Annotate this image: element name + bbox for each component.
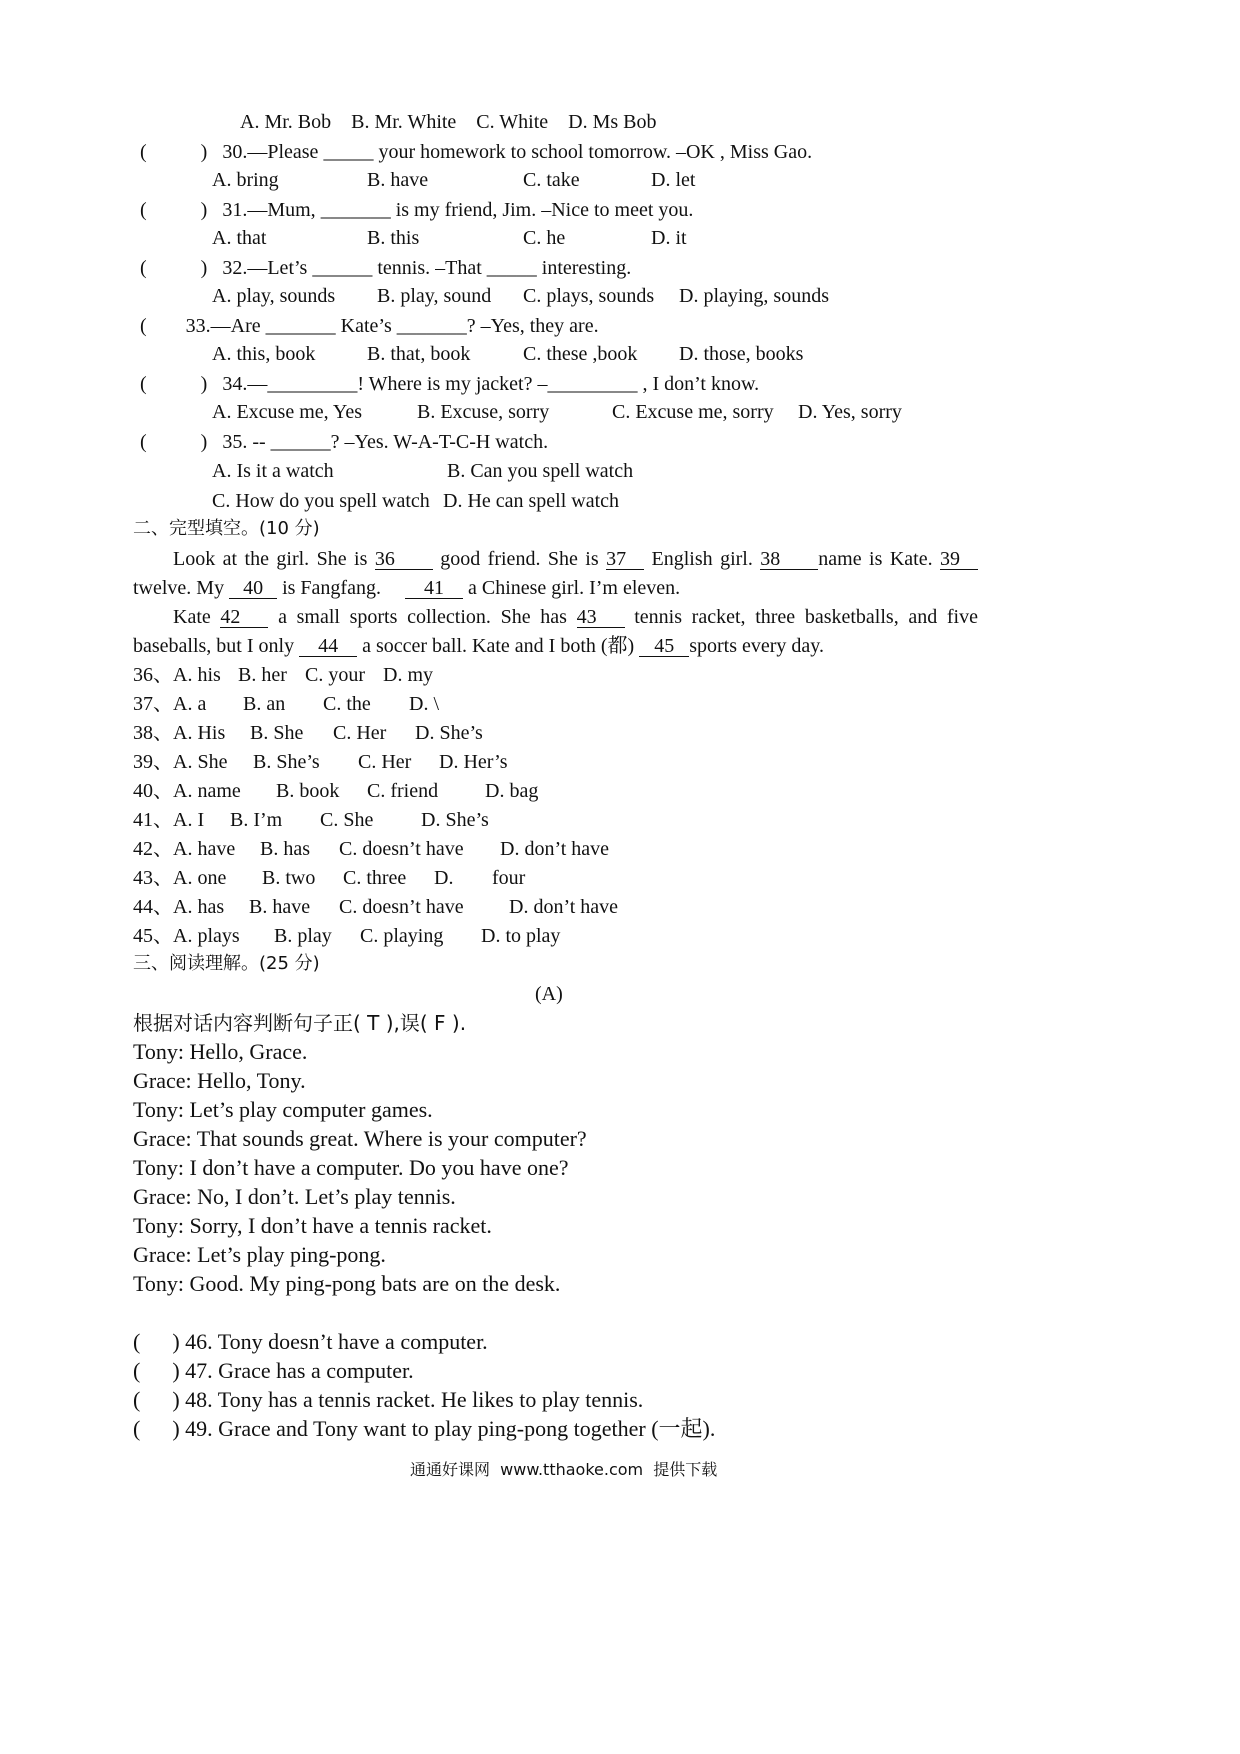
answer-paren-open: ( bbox=[140, 199, 147, 221]
speaker: Tony: bbox=[133, 1271, 185, 1296]
option-a: A. His bbox=[173, 722, 226, 744]
cloze-blank-38: 38 bbox=[760, 549, 818, 570]
utterance: No, I don’t. Let’s play tennis. bbox=[191, 1184, 456, 1209]
option-a: A. Is it a watch bbox=[212, 460, 334, 482]
option-b: B. book bbox=[276, 780, 340, 802]
option-a: A. plays bbox=[173, 925, 240, 947]
answer-paren-open: ( bbox=[140, 315, 147, 337]
utterance: Let’s play ping-pong. bbox=[191, 1242, 386, 1267]
option-c: C. doesn’t have bbox=[339, 896, 464, 918]
cloze-text: a small sports collection. She has bbox=[268, 606, 577, 628]
option-b: B. She bbox=[250, 722, 304, 744]
question-30 bbox=[140, 140, 812, 164]
cloze-text: good friend. She is bbox=[432, 548, 607, 570]
option-c: C. How do you spell watch bbox=[212, 490, 430, 512]
answer-paren-close: ) bbox=[200, 431, 208, 453]
cloze-blank-43: 43 bbox=[577, 607, 625, 628]
question-stem: interesting. bbox=[536, 257, 632, 279]
answer-paren-open: ( bbox=[140, 373, 147, 395]
dialogue-line bbox=[133, 1184, 456, 1210]
cloze-blank-37: 37 bbox=[606, 549, 644, 570]
answer-paren-close: ) bbox=[200, 257, 208, 279]
question-stem: ! Where is my jacket? – bbox=[357, 373, 548, 395]
blank: _______ bbox=[265, 315, 336, 337]
cloze-text: Kate bbox=[173, 606, 221, 628]
true-false-item-48 bbox=[133, 1387, 643, 1413]
answer-paren-open: ( bbox=[133, 1416, 141, 1441]
question-stem: ? –Yes, they are. bbox=[466, 315, 599, 337]
option-b: B. have bbox=[249, 896, 311, 918]
cloze-text: tennis racket, three basketballs, and five bbox=[624, 606, 978, 628]
answer-paren-open: ( bbox=[133, 1358, 141, 1383]
option-a: A. have bbox=[173, 838, 236, 860]
speaker: Tony: bbox=[133, 1097, 185, 1122]
speaker: Grace: bbox=[133, 1242, 192, 1267]
option-b: B. She’s bbox=[253, 751, 320, 773]
cloze-text: sports every day. bbox=[689, 635, 824, 657]
statement-text: ) 49. Grace and Tony want to play ping-pong together (一起). bbox=[172, 1416, 716, 1441]
option-b: B. Can you spell watch bbox=[447, 460, 634, 482]
utterance: Good. My ping-pong bats are on the desk. bbox=[184, 1271, 561, 1296]
question-stem: — bbox=[247, 373, 268, 395]
option-a: A. a bbox=[173, 693, 207, 715]
option-d: D. those, books bbox=[679, 343, 804, 365]
option-c: C. Her bbox=[358, 751, 412, 773]
option-c: C. three bbox=[343, 867, 407, 889]
item-number: 43、 bbox=[133, 867, 173, 889]
option-b: B. her bbox=[238, 664, 287, 686]
cloze-blank-44: 44 bbox=[299, 636, 357, 657]
section-heading-reading: 三、阅读理解。(25 分) bbox=[133, 953, 320, 974]
cloze-paragraph-1-line-2 bbox=[133, 576, 680, 600]
option-d: D. it bbox=[651, 227, 687, 249]
answer-paren-open: ( bbox=[140, 257, 147, 279]
blank: _______ bbox=[396, 315, 467, 337]
dialogue-line bbox=[133, 1213, 492, 1239]
cloze-text: English girl. bbox=[644, 548, 761, 570]
option-d: D. bag bbox=[485, 780, 539, 802]
item-number: 45、 bbox=[133, 925, 173, 947]
option-d: D. Yes, sorry bbox=[798, 401, 902, 423]
option-c: C. friend bbox=[367, 780, 439, 802]
blank: ______ bbox=[312, 257, 373, 279]
option-a: A. one bbox=[173, 867, 227, 889]
option-d: D. She’s bbox=[421, 809, 489, 831]
cloze-text: a Chinese girl. I’m eleven. bbox=[462, 577, 681, 599]
option-d: D. She’s bbox=[415, 722, 483, 744]
option-c: C. playing bbox=[360, 925, 444, 947]
blank: _____ bbox=[323, 141, 374, 163]
option-a: A. She bbox=[173, 751, 228, 773]
cloze-blank-36: 36 bbox=[375, 549, 433, 570]
question-31 bbox=[140, 198, 693, 222]
cloze-item-36 bbox=[133, 663, 433, 687]
question-number: 31. bbox=[222, 199, 248, 221]
page-footer: 通通好课网 www.tthaoke.com 提供下载 bbox=[410, 1460, 718, 1479]
reading-instruction: 根据对话内容判断句子正( T ),误( F ). bbox=[133, 1011, 467, 1035]
cloze-text: baseballs, but I only bbox=[133, 635, 300, 657]
option-d: D. bbox=[434, 867, 454, 889]
q29-options: A. Mr. Bob B. Mr. White C. White D. Ms Bob bbox=[240, 111, 657, 133]
option-d: D. don’t have bbox=[500, 838, 610, 860]
speaker: Grace: bbox=[133, 1184, 192, 1209]
dialogue-line bbox=[133, 1126, 587, 1152]
option-b: B. have bbox=[367, 169, 429, 191]
option-b: B. has bbox=[260, 838, 310, 860]
option-a: A. his bbox=[173, 664, 221, 686]
dialogue-line bbox=[133, 1097, 433, 1123]
cloze-blank-39: 39 bbox=[940, 549, 978, 570]
option-a: A. has bbox=[173, 896, 225, 918]
utterance: Hello, Grace. bbox=[184, 1039, 308, 1064]
cloze-item-45 bbox=[133, 924, 561, 948]
item-number: 40、 bbox=[133, 780, 173, 802]
option-b: B. this bbox=[367, 227, 420, 249]
option-b: B. I’m bbox=[230, 809, 283, 831]
item-number: 42、 bbox=[133, 838, 173, 860]
option-b: B. that, book bbox=[367, 343, 471, 365]
question-stem: -- bbox=[252, 431, 271, 453]
option-d: D. \ bbox=[409, 693, 439, 715]
item-number: 39、 bbox=[133, 751, 173, 773]
option-c: C. your bbox=[305, 664, 365, 686]
dialogue-line bbox=[133, 1242, 386, 1268]
option-c: C. doesn’t have bbox=[339, 838, 464, 860]
cloze-text: is Fangfang. bbox=[277, 577, 391, 599]
item-number: 36、 bbox=[133, 664, 173, 686]
option-d: D. my bbox=[383, 664, 433, 686]
cloze-item-38 bbox=[133, 721, 483, 745]
question-stem: , I don’t know. bbox=[637, 373, 760, 395]
option-b: B. two bbox=[262, 867, 316, 889]
blank: _______ bbox=[320, 199, 391, 221]
question-stem: your homework to school tomorrow. –OK , Miss Gao. bbox=[373, 141, 813, 163]
true-false-item-46 bbox=[133, 1329, 488, 1355]
item-number: 37、 bbox=[133, 693, 173, 715]
dialogue-line bbox=[133, 1068, 306, 1094]
item-number: 38、 bbox=[133, 722, 173, 744]
utterance: Let’s play computer games. bbox=[184, 1097, 433, 1122]
statement-text: ) 46. Tony doesn’t have a computer. bbox=[172, 1329, 488, 1354]
cloze-text: a soccer ball. Kate and I both (都) bbox=[357, 635, 640, 657]
option-d: D. to play bbox=[481, 925, 561, 947]
cloze-blank-40: 40 bbox=[229, 578, 277, 599]
cloze-item-44 bbox=[133, 895, 619, 919]
item-number: 44、 bbox=[133, 896, 173, 918]
option-c: C. plays, sounds bbox=[523, 285, 655, 307]
speaker: Grace: bbox=[133, 1068, 192, 1093]
blank: _________ bbox=[547, 373, 638, 395]
option-d: D. Her’s bbox=[439, 751, 508, 773]
option-c: C. he bbox=[523, 227, 566, 249]
option-d: D. don’t have bbox=[509, 896, 619, 918]
cloze-text: twelve. My bbox=[133, 577, 230, 599]
option-a: A. name bbox=[173, 780, 241, 802]
blank: ______ bbox=[270, 431, 331, 453]
speaker: Tony: bbox=[133, 1155, 185, 1180]
cloze-text: Look at the girl. She is bbox=[173, 548, 375, 570]
item-number: 41、 bbox=[133, 809, 173, 831]
utterance: Hello, Tony. bbox=[191, 1068, 306, 1093]
option-c: C. She bbox=[320, 809, 374, 831]
option-b: B. an bbox=[243, 693, 286, 715]
blank: _________ bbox=[267, 373, 358, 395]
blank: _____ bbox=[486, 257, 537, 279]
dialogue-line bbox=[133, 1271, 560, 1297]
question-stem: —Please bbox=[247, 141, 324, 163]
cloze-paragraph-2-line-1 bbox=[173, 605, 978, 629]
cloze-item-40 bbox=[133, 779, 539, 803]
question-number: 33. bbox=[185, 315, 211, 337]
statement-text: ) 47. Grace has a computer. bbox=[172, 1358, 414, 1383]
answer-paren-open: ( bbox=[133, 1387, 141, 1412]
option-d: D. let bbox=[651, 169, 696, 191]
cloze-item-37 bbox=[133, 692, 439, 716]
utterance: That sounds great. Where is your computer? bbox=[191, 1126, 587, 1151]
answer-paren-open: ( bbox=[140, 431, 147, 453]
cloze-blank-41: 41 bbox=[405, 578, 463, 599]
utterance: I don’t have a computer. Do you have one? bbox=[184, 1155, 569, 1180]
answer-paren-close: ) bbox=[200, 141, 208, 163]
option-c: C. Her bbox=[333, 722, 387, 744]
question-stem: —Let’s bbox=[247, 257, 313, 279]
question-stem: —Are bbox=[210, 315, 266, 337]
statement-text: ) 48. Tony has a tennis racket. He likes to play tennis. bbox=[172, 1387, 644, 1412]
cloze-paragraph-2-line-2 bbox=[133, 634, 824, 658]
reading-section-label: (A) bbox=[535, 983, 563, 1005]
question-33 bbox=[140, 314, 599, 338]
question-35 bbox=[140, 430, 548, 454]
answer-paren-open: ( bbox=[133, 1329, 141, 1354]
option-a: A. bring bbox=[212, 169, 279, 191]
option-d: D. playing, sounds bbox=[679, 285, 829, 307]
option-c: C. the bbox=[323, 693, 371, 715]
option-d-text: four bbox=[492, 867, 526, 889]
option-b: B. Excuse, sorry bbox=[417, 401, 550, 423]
utterance: Sorry, I don’t have a tennis racket. bbox=[184, 1213, 492, 1238]
option-b: B. play bbox=[274, 925, 332, 947]
cloze-blank-45: 45 bbox=[639, 636, 689, 657]
speaker: Tony: bbox=[133, 1039, 185, 1064]
speaker: Tony: bbox=[133, 1213, 185, 1238]
question-34 bbox=[140, 372, 759, 396]
cloze-item-42 bbox=[133, 837, 610, 861]
question-number: 30. bbox=[222, 141, 248, 163]
question-stem: ? –Yes. W-A-T-C-H watch. bbox=[330, 431, 549, 453]
option-c: C. Excuse me, sorry bbox=[612, 401, 774, 423]
answer-paren-open: ( bbox=[140, 141, 147, 163]
dialogue-line bbox=[133, 1039, 307, 1065]
option-d: D. He can spell watch bbox=[443, 490, 620, 512]
option-a: A. Excuse me, Yes bbox=[212, 401, 362, 423]
true-false-item-49 bbox=[133, 1416, 715, 1442]
answer-paren-close: ) bbox=[200, 199, 208, 221]
option-c: C. these ,book bbox=[523, 343, 638, 365]
option-a: A. I bbox=[173, 809, 205, 831]
option-a: A. this, book bbox=[212, 343, 316, 365]
option-a: A. that bbox=[212, 227, 267, 249]
section-heading-cloze: 二、完型填空。(10 分) bbox=[133, 518, 320, 539]
true-false-item-47 bbox=[133, 1358, 414, 1384]
cloze-blank-42: 42 bbox=[220, 607, 268, 628]
question-32 bbox=[140, 256, 631, 280]
speaker: Grace: bbox=[133, 1126, 192, 1151]
question-number: 35. bbox=[222, 431, 248, 453]
question-stem: Kate’s bbox=[335, 315, 397, 337]
cloze-text: name is Kate. bbox=[818, 548, 941, 570]
question-number: 32. bbox=[222, 257, 248, 279]
cloze-item-39 bbox=[133, 750, 508, 774]
question-stem: —Mum, bbox=[247, 199, 321, 221]
answer-paren-close: ) bbox=[200, 373, 208, 395]
cloze-item-43 bbox=[133, 866, 526, 890]
question-stem: tennis. –That bbox=[372, 257, 487, 279]
dialogue-line bbox=[133, 1155, 569, 1181]
question-stem: is my friend, Jim. –Nice to meet you. bbox=[390, 199, 694, 221]
question-number: 34. bbox=[222, 373, 248, 395]
cloze-item-41 bbox=[133, 808, 489, 832]
option-a: A. play, sounds bbox=[212, 285, 336, 307]
option-b: B. play, sound bbox=[377, 285, 492, 307]
cloze-paragraph-1-line-1 bbox=[173, 547, 978, 571]
option-c: C. take bbox=[523, 169, 580, 191]
